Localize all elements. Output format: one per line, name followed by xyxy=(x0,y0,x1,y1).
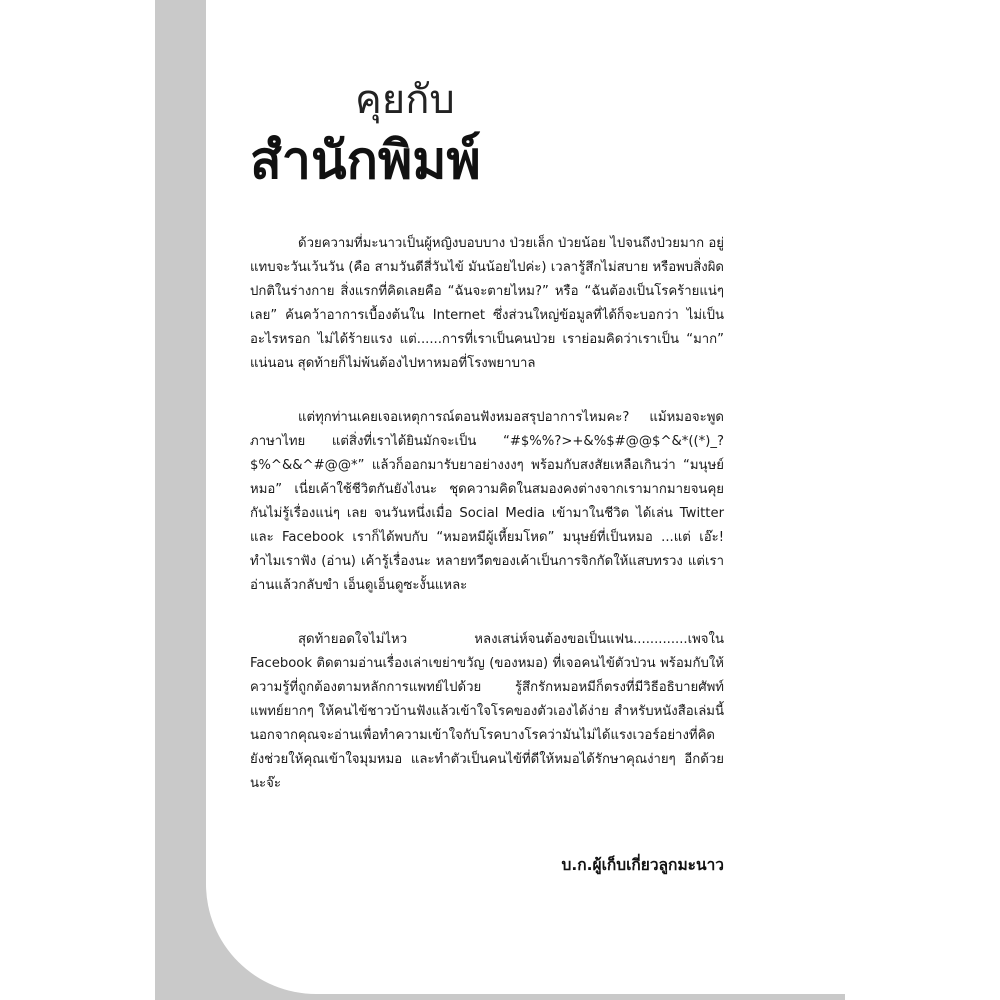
paragraph-2: แต่ทุกท่านเคยเจอเหตุการณ์ตอนฟังหมอสรุปอาการไหมคะ? แม้หมอจะพูดภาษาไทย แต่สิ่งที่เราได้ยินมักจะเป็น “#$%%?>+&%$#@@$^&*((*)_?$%^&&^#@@*” แล้วก็ออกมารับยาอย่างงงๆ พร้อมกับสงสัยเหลือเกินว่า “มนุษย์หมอ” เนี่ยเค้าใช้ชีวิตกันยังไงนะ ชุดความคิดในสมองคงต่างจากเรามากมายจนคุยกันไม่รู้เรื่องแน่ๆ เลย จนวันหนึ่งเมื่อ Social Media เข้ามาในชีวิต ได้เล่น Twitter และ Facebook เราก็ได้พบกับ “หมอหมีผู้เหี้ยมโหด” มนุษย์ที่เป็นหมอ ...แต่ เอ๊ะ! ทำไมเราฟัง (อ่าน) เค้ารู้เรื่องนะ หลายทวีตของเค้าเป็นการจิกกัดให้แสบทรวง แต่เราอ่านแล้วกลับขำ เอ็นดูเอ็นดูซะงั้นแหละ xyxy=(250,410,724,593)
editor-signature: บ.ก.ผู้เก็บเกี่ยวลูกมะนาว xyxy=(561,856,724,874)
heading-line-2: สำนักพิมพ์ xyxy=(250,131,481,191)
paragraph-3: สุดท้ายอดใจไม่ไหว หลงเสน่ห์จนต้องขอเป็นแฟน.............เพจใน Facebook ติดตามอ่านเรื่องเล่าเขย่าขวัญ (ของหมอ) ที่เจอคนไข้ตัวป่วน พร้อมกับให้ความรู้ที่ถูกต้องตามหลักการแพทย์ไปด้วย รู้สึกรักหมอหมีก็ตรงที่มีวิธีอธิบายศัพท์แพทย์ยากๆ ให้คนไข้ชาวบ้านฟังแล้วเข้าใจโรคของตัวเองได้ง่าย สำหรับหนังสือเล่มนี้ นอกจากคุณจะอ่านเพื่อทำความเข้าใจกับโรคบางโรคว่ามันไม่ได้แรงเวอร์อย่างที่คิด ยังช่วยให้คุณเข้าใจมุมหมอ และทำตัวเป็นคนไข้ที่ดีให้หมอได้รักษาคุณง่ายๆ อีกด้วยนะจ๊ะ xyxy=(250,632,724,791)
paragraph-1: ด้วยความที่มะนาวเป็นผู้หญิงบอบบาง ป่วยเล็ก ป่วยน้อย ไปจนถึงป่วยมาก อยู่แทบจะวันเว้นวัน (คือ สามวันดีสี่วันไข้ มันน้อยไปค่ะ) เวลารู้สึกไม่สบาย หรือพบสิ่งผิดปกติในร่างกาย สิ่งแรกที่คิดเลยคือ “ฉันจะตายไหม?” หรือ “ฉันต้องเป็นโรคร้ายแน่ๆ เลย” ค้นคว้าอาการเบื้องต้นใน Internet ซึ่งส่วนใหญ่ข้อมูลที่ได้ก็จะบอกว่า ไม่เป็นอะไรหรอก ไม่ได้ร้ายแรง แต่......การที่เราเป็นคนป่วย เราย่อมคิดว่าเราเป็น “มาก” แน่นอน สุดท้ายก็ไม่พ้นต้องไปหาหมอที่โรงพยาบาล xyxy=(250,236,724,371)
heading-line-1: คุยกับ xyxy=(355,77,455,123)
body-text xyxy=(250,232,724,826)
